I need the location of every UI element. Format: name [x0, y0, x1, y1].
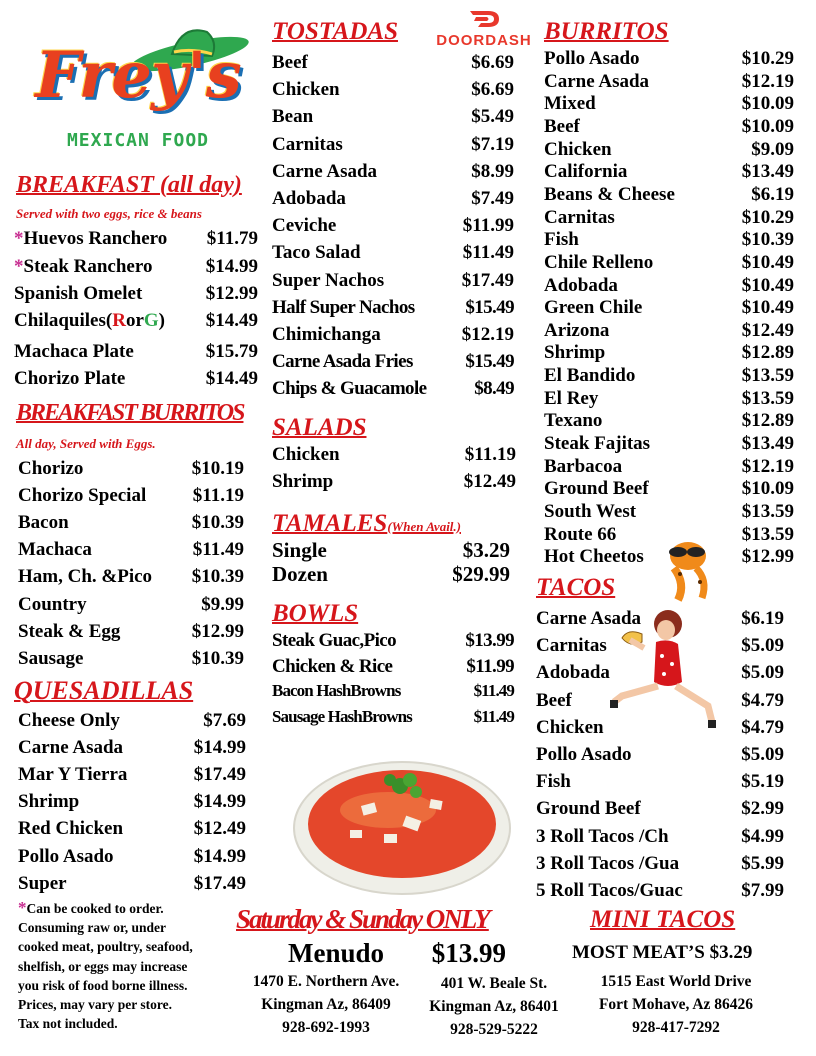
brand-tagline: MEXICAN FOOD — [66, 130, 210, 151]
item-price: $29.99 — [452, 562, 510, 586]
item-name: Country — [18, 593, 87, 615]
brand-name: Frey's — [35, 38, 241, 113]
item-price: $10.19 — [191, 458, 244, 479]
item-name: Chips & Guacamole — [272, 378, 427, 400]
section-title-burritos: BURRITOS — [544, 18, 669, 45]
item-name: Texano — [544, 410, 603, 432]
pinup-girl-taco-image — [608, 604, 718, 740]
doordash-icon — [468, 8, 502, 30]
item-price: $13.59 — [741, 523, 794, 545]
menu-item — [544, 320, 794, 342]
menu-item — [272, 188, 514, 210]
menu-item — [18, 539, 244, 561]
item-price: $14.99 — [193, 791, 246, 813]
menu-item — [272, 79, 514, 101]
doordash-badge[interactable] — [428, 8, 540, 48]
item-price: $12.99 — [741, 546, 794, 568]
item-price: $2.99 — [741, 798, 784, 820]
item-name: Carne Asada — [18, 737, 124, 759]
item-price: $11.49 — [462, 242, 514, 264]
menu-item — [18, 458, 244, 480]
item-price: $5.09 — [741, 635, 784, 657]
menu-item — [272, 134, 514, 156]
menu-item — [18, 594, 244, 616]
item-price: $11.19 — [464, 444, 516, 465]
menu-item — [18, 512, 244, 534]
item-price: $6.69 — [471, 52, 514, 73]
item-name: Fish — [544, 229, 579, 251]
section-title-bowls: BOWLS — [272, 600, 359, 627]
item-name: Red Chicken — [18, 818, 124, 840]
item-price: $10.09 — [741, 478, 794, 500]
menu-item — [544, 501, 794, 523]
menu-item — [272, 471, 516, 493]
item-name: Chimichanga — [272, 324, 381, 345]
item-price: $5.09 — [741, 662, 784, 684]
item-price: $11.99 — [462, 215, 514, 237]
menu-item: Chorizo Plate $14.49 — [14, 368, 258, 389]
item-price: $6.19 — [741, 608, 784, 629]
item-name: Single — [272, 538, 327, 562]
item-name: Adobada — [536, 662, 610, 684]
item-price: $13.59 — [741, 365, 794, 387]
menu-item — [544, 275, 794, 297]
item-name: 3 Roll Tacos /Ch — [536, 825, 669, 847]
item-price: $15.49 — [465, 296, 514, 318]
menu-item — [544, 456, 794, 478]
menu-item — [272, 681, 514, 701]
freys-logo — [22, 24, 254, 162]
item-price: $12.89 — [741, 410, 794, 432]
item-price: $10.39 — [191, 512, 244, 534]
item-price: $13.59 — [741, 387, 794, 409]
item-price: $8.49 — [474, 378, 514, 400]
menudo-bowl-image — [292, 738, 512, 900]
item-name: Dozen — [272, 562, 328, 586]
item-price: $17.49 — [461, 269, 514, 291]
menu-item — [18, 764, 246, 786]
item-price: $4.99 — [741, 825, 784, 847]
menu-item — [544, 139, 794, 161]
section-title-breakfast: BREAKFAST (all day) — [16, 172, 242, 198]
menu-item: Chilaquiles(RorG) $14.49 — [14, 310, 258, 331]
menu-item — [544, 365, 794, 387]
menu-item — [18, 846, 246, 868]
menu-item — [544, 184, 794, 206]
section-title-weekend: Saturday & Sunday ONLY — [236, 904, 489, 934]
item-price: $5.09 — [741, 744, 784, 765]
item-price: $11.49 — [473, 706, 514, 726]
item-price: $15.49 — [465, 351, 514, 373]
menu-item — [544, 410, 794, 432]
item-name: Cheese Only — [18, 710, 120, 731]
menu-item — [544, 93, 794, 115]
item-name: Bacon HashBrowns — [272, 681, 401, 700]
menu-item: Machaca Plate $15.79 — [14, 341, 258, 362]
item-name: Green Chile — [544, 297, 643, 319]
item-price: $14.99 — [193, 845, 246, 867]
item-price: $12.49 — [741, 319, 794, 341]
item-price: $10.49 — [741, 251, 794, 273]
menu-item — [18, 737, 246, 759]
menu-item — [272, 351, 514, 373]
item-name: Ceviche — [272, 215, 337, 237]
menu-item — [18, 873, 246, 895]
item-price: $7.19 — [471, 133, 514, 155]
menu-item — [272, 707, 514, 727]
item-price: $11.19 — [192, 485, 244, 507]
item-name: Carne Asada — [536, 608, 642, 629]
item-price: $12.89 — [741, 342, 794, 364]
menu-item — [544, 478, 794, 500]
item-name: Bacon — [18, 512, 69, 534]
menu-item — [272, 630, 514, 652]
item-name: Carnitas — [536, 635, 607, 657]
menu-item: *Steak Ranchero $14.99 — [14, 256, 258, 277]
item-name: Taco Salad — [272, 242, 361, 264]
item-price: $7.69 — [203, 710, 246, 731]
item-price: $10.29 — [741, 206, 794, 228]
menu-item: *Huevos Ranchero $11.79 — [14, 228, 258, 249]
item-name: Fish — [536, 771, 571, 793]
item-price: $8.99 — [471, 160, 514, 182]
menu-item — [272, 656, 514, 678]
menu-item — [544, 207, 794, 229]
item-name: Carnitas — [544, 206, 615, 228]
menu-item — [536, 853, 784, 875]
section-title-mini-tacos: MINI TACOS — [590, 906, 736, 933]
menudo-item: Menudo $13.99 — [288, 938, 506, 968]
menu-item — [18, 621, 244, 643]
item-name: Adobada — [272, 188, 346, 209]
item-price: $10.39 — [191, 566, 244, 588]
location-world-drive: 1515 East World Drive Fort Mohave, Az 86426 928-417-7292 — [598, 973, 754, 1036]
menu-item — [272, 378, 514, 400]
item-price: $11.99 — [466, 655, 514, 677]
item-price: $5.49 — [471, 106, 514, 128]
item-price: $10.39 — [191, 647, 244, 669]
item-price: $17.49 — [193, 764, 246, 786]
item-name: Sausage HashBrowns — [272, 706, 412, 726]
item-price: $13.49 — [741, 161, 794, 183]
item-name: Beef — [272, 52, 308, 73]
menu-item: Spanish Omelet $12.99 — [14, 283, 258, 304]
item-name: Carne Asada Fries — [272, 351, 413, 373]
item-name: Pollo Asado — [536, 744, 632, 765]
item-price: $13.49 — [741, 433, 794, 455]
item-price: $12.49 — [463, 471, 516, 492]
item-price: $10.29 — [741, 48, 794, 69]
doordash-label: DOORDASH — [436, 32, 532, 49]
menu-item — [544, 388, 794, 410]
item-name: Steak Fajitas — [544, 433, 651, 455]
menu-item — [272, 270, 514, 292]
item-name: Hot Cheetos — [544, 546, 644, 568]
menu-item — [18, 648, 244, 670]
item-name: Route 66 — [544, 523, 617, 545]
menu-item — [272, 562, 510, 587]
menu-item — [272, 444, 516, 466]
item-name: Beef — [544, 115, 580, 137]
item-name: Pollo Asado — [544, 48, 640, 69]
item-price: $10.09 — [741, 93, 794, 115]
item-name: Chile Relleno — [544, 251, 654, 273]
item-name: Beef — [536, 689, 572, 711]
tamales-note: (When Avail.) — [387, 519, 461, 534]
item-name: Machaca — [18, 539, 92, 561]
item-name: Chicken & Rice — [272, 655, 393, 677]
item-name: Ham, Ch. &Pico — [18, 566, 153, 588]
breakfast-note: Served with two eggs, rice & beans — [16, 206, 202, 221]
item-name: Mar Y Tierra — [18, 764, 128, 786]
item-price: $12.99 — [191, 620, 244, 642]
section-title-quesadillas: QUESADILLAS — [14, 676, 194, 705]
breakfast-burritos-note: All day, Served with Eggs. — [16, 436, 156, 451]
menu-item — [18, 710, 246, 732]
section-title-breakfast-burritos: BREAKFAST BURRITOS — [16, 400, 244, 426]
item-price: $12.19 — [741, 70, 794, 92]
item-price: $10.09 — [741, 115, 794, 137]
item-name: Chicken — [536, 716, 604, 738]
menu-item — [272, 242, 514, 264]
item-name: Steak & Egg — [18, 620, 121, 642]
item-name: Arizona — [544, 319, 610, 341]
item-price: $17.49 — [193, 872, 246, 894]
item-price: $7.99 — [741, 880, 784, 901]
item-price: $11.49 — [192, 539, 244, 561]
item-price: $9.09 — [751, 138, 794, 160]
food-safety-disclaimer: *Can be cooked to order. Consuming raw or, under cooked meat, poultry, seafood, shelfish, or eggs may increase you risk of food borne illness. Prices, may vary per store. Tax not included. — [18, 898, 193, 1032]
item-price: $6.19 — [751, 183, 794, 205]
item-name: Chicken — [544, 138, 612, 160]
item-name: 3 Roll Tacos /Gua — [536, 852, 680, 874]
menu-item — [544, 48, 794, 70]
item-name: Beans & Cheese — [544, 183, 675, 205]
menu-item — [18, 566, 244, 588]
menu-item — [536, 826, 784, 848]
item-name: Steak Guac,Pico — [272, 630, 396, 651]
item-name: Adobada — [544, 274, 618, 296]
item-name: South West — [544, 501, 637, 522]
item-name: Chicken — [272, 444, 340, 465]
menu-item — [18, 791, 246, 813]
menu-item — [536, 798, 784, 820]
item-name: California — [544, 161, 628, 183]
item-price: $10.49 — [741, 274, 794, 296]
item-name: Chorizo Special — [18, 485, 147, 507]
menu-item — [272, 538, 510, 563]
item-name: Chorizo — [18, 458, 84, 479]
section-title-tacos: TACOS — [536, 574, 616, 601]
item-name: Bean — [272, 106, 314, 128]
menu-item — [536, 744, 784, 766]
section-title-salads: SALADS — [272, 414, 367, 441]
menu-item — [536, 880, 784, 902]
menu-item — [272, 297, 514, 319]
location-beale-st: 401 W. Beale St. Kingman Az, 86401 928-529-5222 — [429, 975, 559, 1038]
item-name: Sausage — [18, 647, 84, 669]
item-name: Pollo Asado — [18, 845, 114, 867]
menu-item — [272, 215, 514, 237]
item-price: $14.99 — [193, 737, 246, 759]
item-price: $7.49 — [471, 188, 514, 209]
section-title-tostadas: TOSTADAS — [272, 18, 398, 45]
menu-item — [544, 116, 794, 138]
item-name: Shrimp — [544, 342, 606, 364]
item-name: Barbacoa — [544, 455, 623, 477]
menu-item — [544, 433, 794, 455]
menu-item — [272, 161, 514, 183]
menu-item — [544, 161, 794, 183]
menu-item — [544, 342, 794, 364]
menu-item — [536, 771, 784, 793]
menu-item — [18, 818, 246, 840]
item-name: Carne Asada — [272, 160, 378, 182]
item-price: $9.99 — [201, 593, 244, 615]
item-name: Mixed — [544, 93, 596, 115]
menu-item — [544, 229, 794, 251]
item-name: Super Nachos — [272, 269, 385, 291]
item-price: $10.49 — [741, 297, 794, 319]
item-name: Chicken — [272, 79, 340, 101]
menu-item — [544, 252, 794, 274]
item-price: $11.49 — [473, 681, 514, 700]
item-name: El Rey — [544, 387, 599, 409]
item-price: $12.19 — [741, 455, 794, 477]
menu-item — [272, 52, 514, 74]
menu-item — [272, 106, 514, 128]
item-price: $4.79 — [741, 689, 784, 711]
item-price: $12.49 — [193, 818, 246, 840]
item-price: $5.99 — [741, 852, 784, 874]
menu-item — [544, 297, 794, 319]
item-price: $13.99 — [465, 630, 514, 651]
item-name: Shrimp — [272, 471, 334, 492]
item-price: $12.19 — [461, 324, 514, 345]
menu-item — [18, 485, 244, 507]
location-northern-ave: 1470 E. Northern Ave. Kingman Az, 86409 928-692-1993 — [252, 973, 400, 1036]
item-name: Half Super Nachos — [272, 296, 415, 318]
item-price: $3.29 — [462, 538, 510, 562]
item-name: Shrimp — [18, 791, 80, 813]
item-name: Carne Asada — [544, 70, 650, 92]
item-name: Carnitas — [272, 133, 343, 155]
item-name: Super — [18, 872, 67, 894]
item-name: Ground Beef — [544, 478, 649, 500]
item-price: $4.79 — [741, 716, 784, 738]
item-name: Ground Beef — [536, 798, 641, 820]
item-price: $13.59 — [741, 501, 794, 522]
menu-item — [272, 324, 514, 346]
menu-item — [544, 71, 794, 93]
section-title-tamales: TAMALES(When Avail.) — [272, 510, 461, 537]
item-name: 5 Roll Tacos/Guac — [536, 880, 683, 901]
item-price: $10.39 — [741, 229, 794, 251]
item-price: $5.19 — [741, 771, 784, 793]
chester-cheetah-image — [656, 534, 720, 604]
item-name: El Bandido — [544, 365, 636, 387]
item-price: $6.69 — [471, 79, 514, 101]
mini-tacos-price: MOST MEAT’S $3.29 — [572, 942, 753, 963]
